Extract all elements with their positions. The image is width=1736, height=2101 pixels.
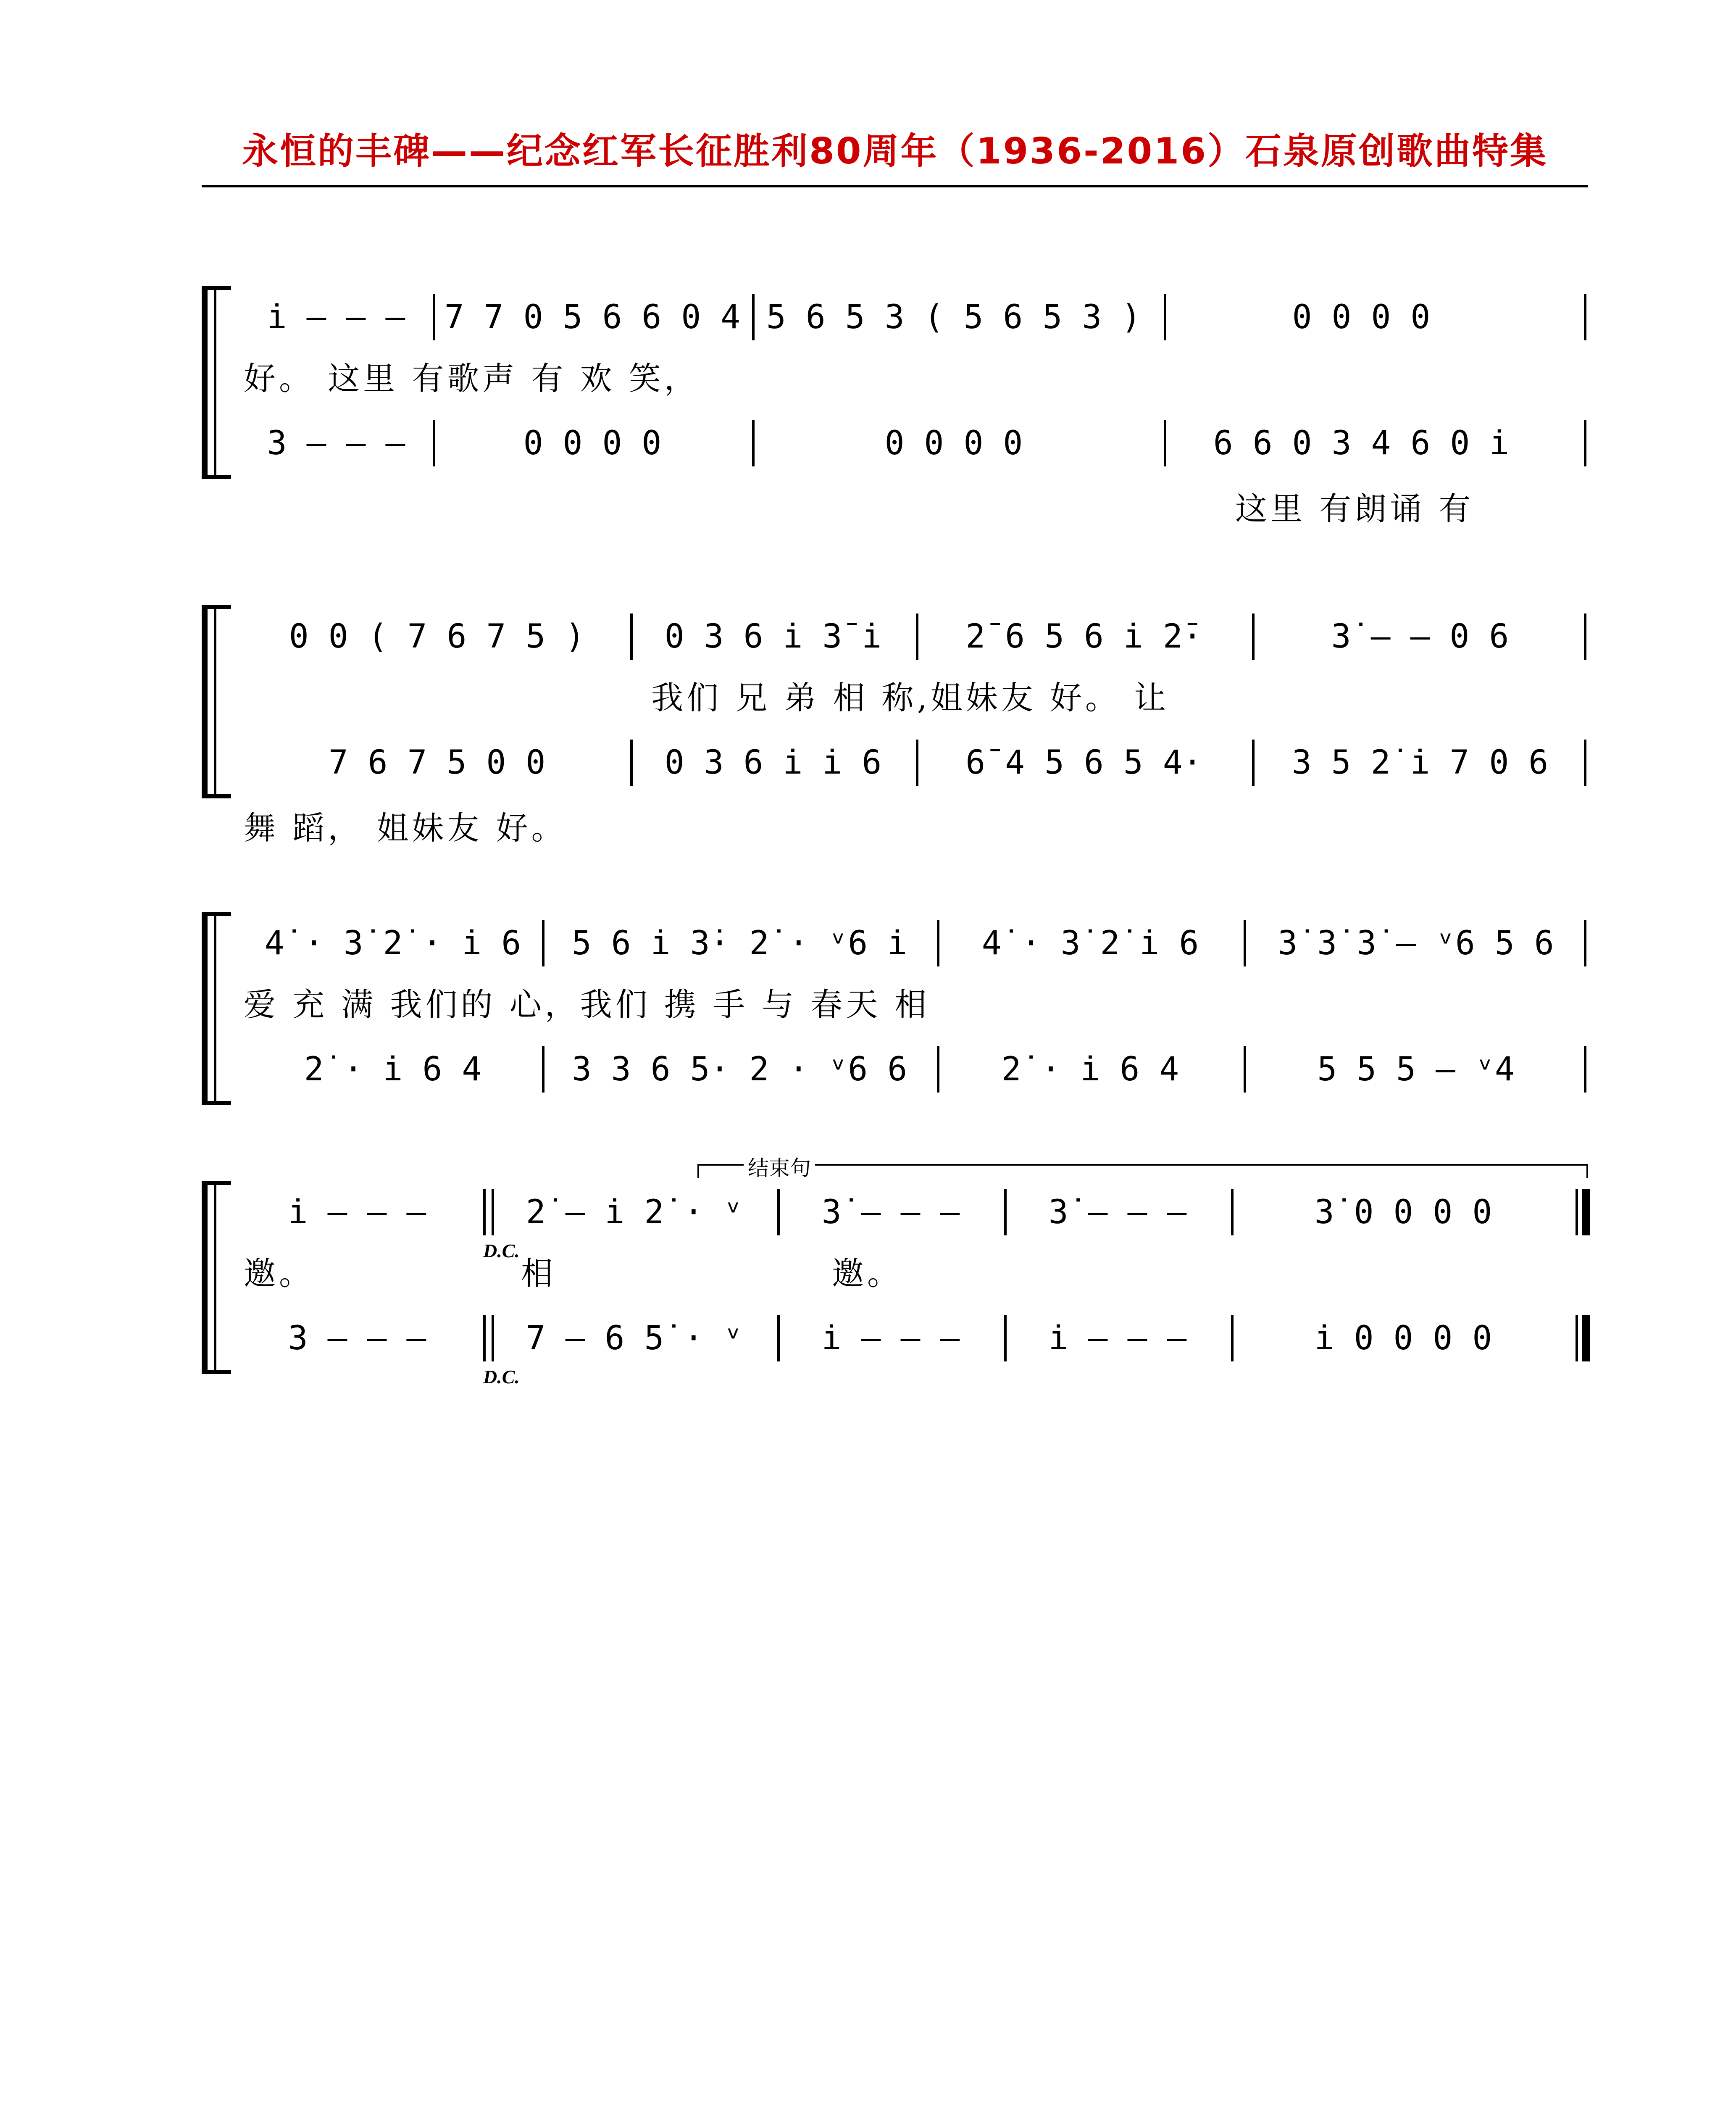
bracket-bottom-cap <box>202 794 231 798</box>
double-barline <box>492 1189 494 1235</box>
barline <box>1584 613 1586 660</box>
measure: 0 3 6 i̇ i̇ 6 <box>664 744 882 782</box>
measure: 5 6 5 3 ( 5 6 5 3 ) <box>766 298 1142 336</box>
lower-staff-row <box>248 735 1588 790</box>
bracket-top-cap <box>202 912 231 916</box>
system-bracket-thin <box>214 290 216 479</box>
lyrics-line: 邀。 <box>832 1255 902 1292</box>
measure: 6̄ 4 5 6 5 4· <box>965 744 1202 782</box>
measure: 6 6 0 3 4 6 0 i̇ <box>1213 424 1510 462</box>
lyrics-line: 相 <box>521 1255 556 1292</box>
lyrics-line: 邀。 <box>244 1255 314 1292</box>
upper-staff-row <box>248 609 1588 664</box>
measure: 2̇ · i̇ 6 4 <box>304 1050 482 1088</box>
score-system-3 <box>202 903 1588 1122</box>
measure: 4̇ · 3̇ 2̇ · i̇ 6 <box>264 924 521 962</box>
measure: i̇ – – – <box>267 298 405 336</box>
ending-bracket-line <box>697 1164 1588 1166</box>
measure: 5 6 i̇ 3̇· 2̇ · ᵛ6 i̇ <box>571 924 907 962</box>
measure: i̇ – – – <box>1048 1319 1187 1357</box>
measure: 3̇ 0 0 0 0 <box>1314 1193 1492 1231</box>
barline <box>1004 1315 1007 1361</box>
bracket-bottom-cap <box>202 1370 231 1374</box>
double-barline <box>483 1189 486 1235</box>
barline <box>1244 1046 1246 1093</box>
barline <box>1584 740 1586 786</box>
ending-label: 结束句 <box>744 1151 815 1182</box>
barline <box>777 1189 780 1235</box>
measure: 2̇ · i̇ 6 4 <box>1001 1050 1179 1088</box>
page-header <box>202 122 1588 174</box>
bracket-top-cap <box>202 1181 231 1185</box>
barline <box>542 1046 544 1093</box>
barline <box>1584 1046 1586 1093</box>
barline <box>1244 920 1246 966</box>
upper-staff-row <box>248 1185 1588 1240</box>
system-bracket <box>202 290 208 479</box>
final-barline-thin <box>1576 1315 1578 1361</box>
measure: 2̄ 6 5 6 i̇ 2̄· <box>965 618 1202 656</box>
barline <box>1584 920 1586 966</box>
measure: 3 – – – <box>288 1319 426 1357</box>
barline <box>1252 740 1255 786</box>
barline <box>542 920 544 966</box>
measure: i̇ – – – <box>821 1319 960 1357</box>
header-rule <box>202 185 1588 187</box>
system-bracket-thin <box>214 1185 216 1374</box>
bracket-top-cap <box>202 605 231 609</box>
barline <box>630 613 633 660</box>
upper-staff-row <box>248 290 1588 345</box>
measure: 3 3 6 5· 2 · ᵛ6 6 <box>571 1050 907 1088</box>
lower-staff-row <box>248 1311 1588 1366</box>
barline <box>1231 1315 1234 1361</box>
measure: 7 6 7 5 0 0 <box>328 744 546 782</box>
lyrics-line: 好。 这里 有歌声 有 欢 笑， <box>244 360 700 397</box>
bracket-bottom-cap <box>202 1101 231 1105</box>
bracket-top-cap <box>202 286 231 290</box>
measure: 4̇ · 3̇ 2̇ i̇ 6 <box>981 924 1199 962</box>
barline <box>630 740 633 786</box>
barline <box>433 420 435 466</box>
measure: 0 0 0 0 <box>884 424 1023 462</box>
barline <box>937 920 939 966</box>
barline <box>1004 1189 1007 1235</box>
measure: 0 0 0 0 <box>523 424 662 462</box>
barline <box>433 294 435 340</box>
barline <box>752 420 755 466</box>
barline <box>752 294 755 340</box>
final-barline-thin <box>1576 1189 1578 1235</box>
measure: 0 3 6 i̇ 3̄ i̇ <box>664 618 882 656</box>
measure: 0 0 0 0 <box>1292 298 1431 336</box>
lower-staff-row <box>248 416 1588 471</box>
lyrics-line: 舞 蹈， 姐妹友 好。 <box>244 809 567 847</box>
bracket-bottom-cap <box>202 475 231 479</box>
upper-staff-row <box>248 916 1588 971</box>
measure: 7 7 0 5 6 6 0 4 <box>444 298 741 336</box>
barline <box>1584 420 1586 466</box>
barline <box>916 613 918 660</box>
measure: 3̇ – – 0 6 <box>1331 618 1509 656</box>
score-system-1 <box>202 277 1588 529</box>
system-bracket-thin <box>214 609 216 798</box>
final-barline-thick <box>1582 1189 1590 1235</box>
barline <box>777 1315 780 1361</box>
barline <box>916 740 918 786</box>
measure: 2̇ – i̇ 2̇ · ᵛ <box>526 1193 743 1231</box>
measure: 3̇ – – – <box>821 1193 960 1231</box>
barline <box>1584 294 1586 340</box>
book-title: 永恒的丰碑 <box>242 130 431 172</box>
measure: 3 5 2̇ i̇ 7 0 6 <box>1291 744 1549 782</box>
lyrics-line: 爱 充 满 我们的 心，我们 携 手 与 春天 相 <box>244 986 930 1023</box>
book-subtitle: ——纪念红军长征胜利80周年（1936-2016）石泉原创歌曲特集 <box>431 130 1548 172</box>
score-system-4 <box>202 1151 1588 1403</box>
lyrics-line: 这里 有朗诵 有 <box>1235 490 1474 527</box>
barline <box>937 1046 939 1093</box>
measure: 3 – – – <box>267 424 405 462</box>
measure: i̇ 0 0 0 0 <box>1314 1319 1492 1357</box>
dc-marking: D.C. <box>483 1240 520 1261</box>
measure: 0 0 ( 7 6 7 5 ) <box>289 618 585 656</box>
score-system-2 <box>202 597 1588 849</box>
double-barline <box>483 1315 486 1361</box>
measure: 7 – 6 5̇ · ᵛ <box>526 1319 743 1357</box>
lower-staff-row <box>248 1042 1588 1097</box>
barline <box>1252 613 1255 660</box>
measure: 3̇ – – – <box>1048 1193 1187 1231</box>
measure: i̇ – – – <box>288 1193 426 1231</box>
double-barline <box>492 1315 494 1361</box>
final-barline-thick <box>1582 1315 1590 1361</box>
system-bracket-thin <box>214 916 216 1105</box>
lyrics-line: 我们 兄 弟 相 称,姐妹友 好。 让 <box>651 679 1170 716</box>
ending-bracket-start <box>697 1164 699 1178</box>
ending-bracket-end <box>1586 1164 1588 1178</box>
system-bracket <box>202 609 208 798</box>
barline <box>1231 1189 1234 1235</box>
measure: 5 5 5 – ᵛ4 <box>1317 1050 1515 1088</box>
barline <box>1164 420 1166 466</box>
system-bracket <box>202 1185 208 1374</box>
system-bracket <box>202 916 208 1105</box>
barline <box>1164 294 1166 340</box>
dc-marking: D.C. <box>483 1366 520 1388</box>
measure: 3̇ 3̇ 3̇ – ᵛ6 5 6 <box>1278 924 1554 962</box>
